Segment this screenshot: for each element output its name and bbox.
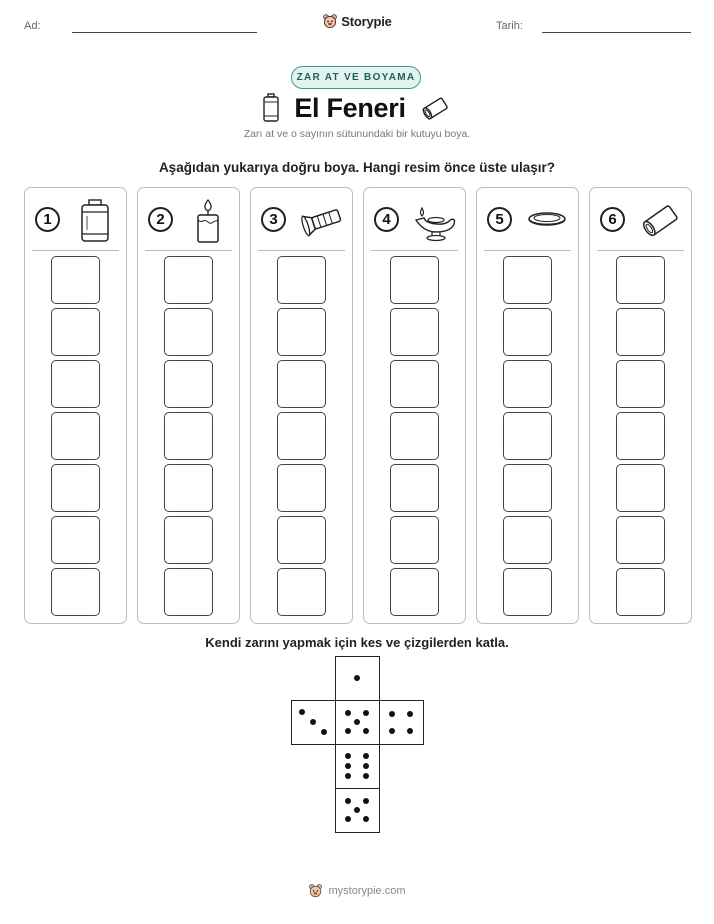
column-number: 2	[148, 207, 173, 232]
color-box[interactable]	[277, 308, 326, 356]
dice-face-5-bottom	[335, 788, 380, 833]
dice-pip	[354, 675, 360, 681]
battery-icon	[73, 198, 117, 244]
dice-face-5	[335, 700, 380, 745]
dice-instruction: Kendi zarını yapmak için kes ve çizgilerden katla.	[205, 635, 509, 650]
color-box[interactable]	[616, 568, 665, 616]
column-number: 1	[35, 207, 60, 232]
dice-face-6	[335, 744, 380, 789]
flashlight-icon	[299, 198, 343, 244]
color-box[interactable]	[616, 360, 665, 408]
color-box[interactable]	[390, 360, 439, 408]
dice-face-1	[335, 656, 380, 701]
color-box[interactable]	[164, 412, 213, 460]
color-box[interactable]	[390, 308, 439, 356]
color-box[interactable]	[277, 256, 326, 304]
dice-pip	[345, 798, 351, 804]
color-box[interactable]	[51, 256, 100, 304]
dice-pip	[310, 719, 316, 725]
date-line	[542, 32, 691, 33]
page-title: El Feneri	[294, 92, 406, 123]
color-box[interactable]	[51, 464, 100, 512]
column-6	[589, 187, 692, 624]
color-box[interactable]	[51, 360, 100, 408]
dice-pip	[363, 710, 369, 716]
column-divider	[597, 250, 684, 251]
color-box[interactable]	[616, 256, 665, 304]
dice-face-3	[291, 700, 336, 745]
color-box[interactable]	[277, 464, 326, 512]
name-line	[72, 32, 257, 33]
color-box[interactable]	[51, 516, 100, 564]
column-number: 4	[374, 207, 399, 232]
dice-pip	[407, 728, 413, 734]
color-box[interactable]	[164, 568, 213, 616]
column-1	[24, 187, 127, 624]
color-box[interactable]	[503, 360, 552, 408]
color-box[interactable]	[616, 464, 665, 512]
column-header	[25, 198, 126, 244]
color-box[interactable]	[51, 308, 100, 356]
storypie-mascot-icon	[322, 13, 338, 29]
color-box[interactable]	[277, 360, 326, 408]
footer	[0, 883, 714, 898]
column-number: 3	[261, 207, 286, 232]
color-box[interactable]	[616, 308, 665, 356]
date-label: Tarih:	[496, 20, 523, 32]
color-box[interactable]	[51, 568, 100, 616]
color-box[interactable]	[503, 412, 552, 460]
dice-face-4	[379, 700, 424, 745]
subtitle: Zarı at ve o sayının sütunundaki bir kutuyu boya.	[243, 128, 471, 140]
brand-logo	[0, 13, 714, 29]
dice-pip	[363, 753, 369, 759]
dice-pip	[407, 711, 413, 717]
color-box[interactable]	[503, 464, 552, 512]
dice-pip	[299, 709, 305, 715]
column-5	[476, 187, 579, 624]
tube-flashlight-icon	[420, 95, 452, 121]
dice-pip	[363, 798, 369, 804]
column-2	[137, 187, 240, 624]
dice-pip	[389, 711, 395, 717]
color-box[interactable]	[390, 256, 439, 304]
footer-url: mystorypie.com	[328, 884, 406, 897]
color-box[interactable]	[390, 568, 439, 616]
oil-lamp-icon	[412, 198, 456, 244]
column-divider	[371, 250, 458, 251]
dice-pip	[345, 773, 351, 779]
column-header	[590, 198, 691, 244]
title-row	[0, 88, 714, 128]
color-box[interactable]	[503, 308, 552, 356]
dice-pip	[345, 816, 351, 822]
color-box[interactable]	[164, 516, 213, 564]
dice-pip	[345, 728, 351, 734]
activity-badge: ZAR AT VE BOYAMA	[291, 66, 421, 89]
dice-pip	[345, 753, 351, 759]
color-box[interactable]	[164, 256, 213, 304]
dice-pip	[363, 773, 369, 779]
column-divider	[484, 250, 571, 251]
column-header	[477, 198, 578, 244]
color-box[interactable]	[51, 412, 100, 460]
column-divider	[32, 250, 119, 251]
dice-pip	[363, 728, 369, 734]
dice-pip	[345, 710, 351, 716]
color-box[interactable]	[277, 412, 326, 460]
brand-name: Storypie	[341, 13, 392, 29]
color-box[interactable]	[164, 308, 213, 356]
column-header	[251, 198, 352, 244]
dice-pip	[363, 763, 369, 769]
column-header	[138, 198, 239, 244]
color-box[interactable]	[164, 464, 213, 512]
candle-icon	[186, 198, 230, 244]
bowl-icon	[525, 198, 569, 244]
column-divider	[145, 250, 232, 251]
column-3	[250, 187, 353, 624]
color-box[interactable]	[503, 568, 552, 616]
storypie-mascot-icon	[308, 883, 323, 898]
column-header	[364, 198, 465, 244]
color-box[interactable]	[390, 412, 439, 460]
color-box[interactable]	[390, 464, 439, 512]
color-box[interactable]	[503, 516, 552, 564]
color-box[interactable]	[164, 360, 213, 408]
color-box[interactable]	[277, 516, 326, 564]
dice-pip	[321, 729, 327, 735]
color-box[interactable]	[503, 256, 552, 304]
color-box[interactable]	[277, 568, 326, 616]
dice-pip	[354, 807, 360, 813]
column-number: 5	[487, 207, 512, 232]
color-box[interactable]	[390, 516, 439, 564]
dice-pip	[354, 719, 360, 725]
battery-icon	[262, 93, 280, 123]
column-divider	[258, 250, 345, 251]
dice-pip	[389, 728, 395, 734]
column-number: 6	[600, 207, 625, 232]
dice-pip	[363, 816, 369, 822]
name-label: Ad:	[24, 20, 41, 32]
color-box[interactable]	[616, 516, 665, 564]
tube-flashlight-icon	[638, 198, 682, 244]
instruction: Aşağıdan yukarıya doğru boya. Hangi resim önce üste ulaşır?	[158, 160, 556, 175]
color-box[interactable]	[616, 412, 665, 460]
column-4	[363, 187, 466, 624]
dice-pip	[345, 763, 351, 769]
